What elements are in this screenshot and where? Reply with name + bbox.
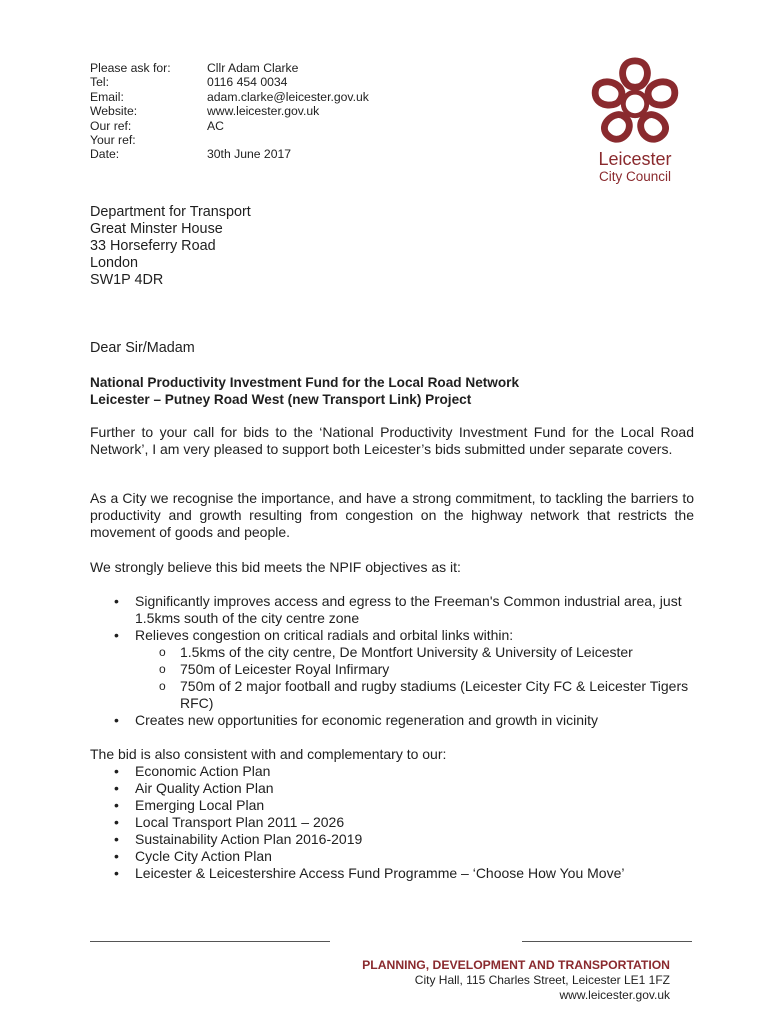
contact-label: Website: <box>90 104 138 119</box>
address-line: 33 Horseferry Road <box>90 238 216 254</box>
sub-list <box>135 644 694 712</box>
body-paragraph: The bid is also consistent with and complementary to our: <box>90 746 447 762</box>
plans-list <box>90 763 694 882</box>
body-paragraph: We strongly believe this bid meets the NPIF objectives as it: <box>90 559 461 575</box>
contact-value: AC <box>207 118 224 133</box>
sub-list-item: o 1.5kms of the city centre, De Montfort University & University of Leicester <box>135 644 694 661</box>
contact-row-tel <box>90 75 369 89</box>
contact-value: www.leicester.gov.uk <box>207 104 320 119</box>
list-item <box>90 712 694 729</box>
contact-label: Our ref: <box>90 118 132 133</box>
recipient-address <box>90 204 251 289</box>
contact-label: Your ref: <box>90 133 136 148</box>
logo-name-city-council: City Council <box>598 169 672 184</box>
list-item: • Emerging Local Plan <box>90 797 694 814</box>
contact-row-our-ref <box>90 119 369 133</box>
list-item: • Cycle City Action Plan <box>90 848 694 865</box>
list-item <box>90 627 694 712</box>
footer-divider <box>522 941 692 942</box>
logo-name-leicester: Leicester <box>598 149 672 169</box>
list-item: • Air Quality Action Plan <box>90 780 694 797</box>
contact-row-ask-for <box>90 61 369 75</box>
contact-block <box>90 61 369 162</box>
list-item-text: Relieves congestion on critical radials and orbital links within: <box>135 627 514 643</box>
subject-line: Leicester – Putney Road West (new Transport Link) Project <box>90 392 472 407</box>
contact-label: Date: <box>90 147 120 162</box>
salutation: Dear Sir/Madam <box>90 340 195 356</box>
contact-label: Please ask for: <box>90 61 171 75</box>
footer-divider <box>90 941 330 942</box>
contact-row-email <box>90 90 369 104</box>
contact-row-your-ref <box>90 133 369 147</box>
contact-label: Tel: <box>90 75 109 90</box>
footer-website: www.leicester.gov.uk <box>559 988 670 1002</box>
address-line: SW1P 4DR <box>90 272 164 288</box>
council-logo <box>580 55 690 185</box>
body-paragraph: Further to your call for bids to the ‘National Productivity Investment Fund for the Local Road Network’, I am very pleased to support both Leicester’s bids submitted under separate covers. <box>90 424 694 457</box>
list-item-text: Significantly improves access and egress to the Freeman's Common industrial area, just 1.5kms south of the city centre zone <box>135 593 682 626</box>
footer <box>362 958 670 1003</box>
list-item: • Sustainability Action Plan 2016-2019 <box>90 831 694 848</box>
address-line: Department for Transport <box>90 204 251 220</box>
footer-address: City Hall, 115 Charles Street, Leicester LE1 1FZ <box>414 973 670 987</box>
sub-list-item: o 750m of Leicester Royal Infirmary <box>135 661 694 678</box>
cinquefoil-rose-icon <box>586 55 684 145</box>
contact-value: adam.clarke@leicester.gov.uk <box>207 89 369 104</box>
contact-value: 30th June 2017 <box>207 147 292 162</box>
address-line: Great Minster House <box>90 221 223 237</box>
objectives-list <box>90 593 694 729</box>
list-item-text: Creates new opportunities for economic regeneration and growth in vicinity <box>135 712 599 728</box>
list-item <box>90 593 694 627</box>
contact-row-date <box>90 147 369 161</box>
list-item: • Leicester & Leicestershire Access Fund Programme – ‘Choose How You Move’ <box>90 865 694 882</box>
subject-heading <box>90 374 519 408</box>
footer-department: PLANNING, DEVELOPMENT AND TRANSPORTATION <box>362 958 670 972</box>
subject-line: National Productivity Investment Fund for the Local Road Network <box>90 375 520 390</box>
sub-list-item: o 750m of 2 major football and rugby stadiums (Leicester City FC & Leicester Tigers RFC) <box>135 678 694 712</box>
contact-value: 0116 454 0034 <box>207 75 288 90</box>
list-item: • Economic Action Plan <box>90 763 694 780</box>
contact-value: Cllr Adam Clarke <box>207 61 299 75</box>
list-item: • Local Transport Plan 2011 – 2026 <box>90 814 694 831</box>
address-line: London <box>90 255 139 271</box>
body-paragraph: As a City we recognise the importance, and have a strong commitment, to tackling the barriers to productivity and growth resulting from congestion on the highway network that restricts the movement of goods and people. <box>90 490 694 540</box>
contact-row-website <box>90 104 369 118</box>
contact-label: Email: <box>90 89 124 104</box>
